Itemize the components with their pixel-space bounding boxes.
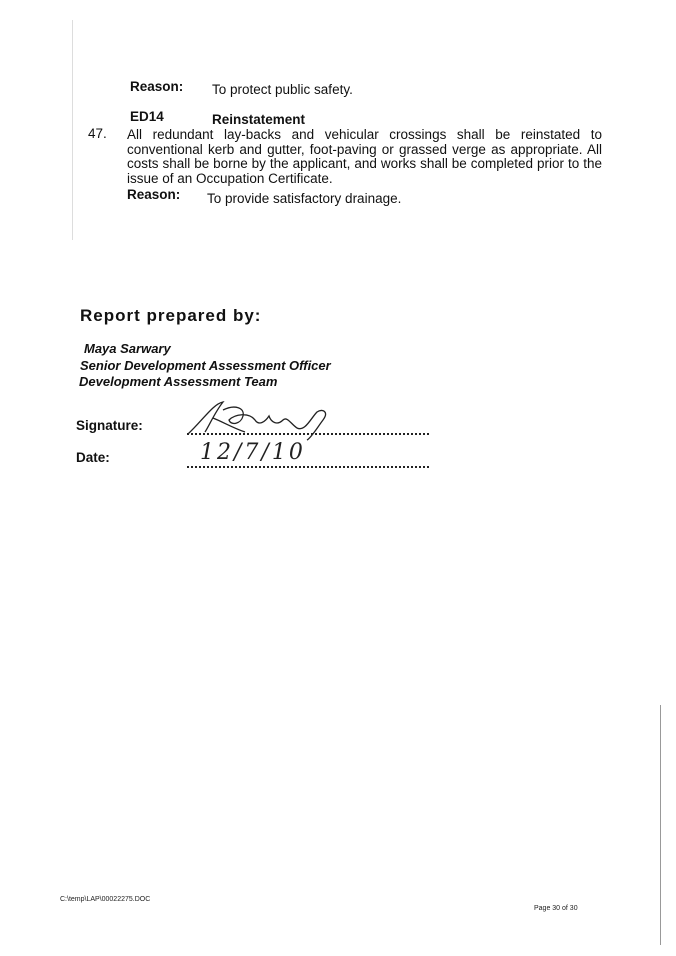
reason-text-47: To provide satisfactory drainage.	[207, 191, 402, 206]
footer-file-path: C:\temp\LAP\00022275.DOC	[60, 896, 151, 903]
date-line	[187, 466, 429, 468]
reason-label-46: Reason:	[130, 79, 184, 94]
preparer-name: Maya Sarwary	[84, 341, 171, 356]
reason-label-47: Reason:	[127, 187, 181, 202]
report-heading: Report prepared by:	[80, 306, 262, 325]
handwritten-signature	[183, 398, 343, 443]
handwritten-date: 12/7/10	[200, 440, 306, 465]
preparer-position: Senior Development Assessment Officer	[80, 358, 331, 373]
scan-margin-line-right	[660, 705, 661, 945]
footer-page-number: Page 30 of 30	[534, 905, 578, 912]
condition-code: ED14	[130, 109, 164, 124]
scan-margin-line-left	[72, 20, 73, 240]
reason-text-46: To protect public safety.	[212, 82, 353, 97]
condition-body: All redundant lay-backs and vehicular crossings shall be reinstated to conventional kerb and gutter, foot-paving or grassed verge as appropriate. All costs shall be borne by the applicant, and works shall be completed prior to the issue of an Occupation Certificate.	[127, 127, 602, 186]
preparer-team: Development Assessment Team	[79, 374, 278, 389]
condition-number: 47.	[88, 126, 107, 141]
signature-label: Signature:	[76, 418, 143, 433]
condition-title: Reinstatement	[212, 112, 306, 127]
date-label: Date:	[76, 450, 110, 465]
